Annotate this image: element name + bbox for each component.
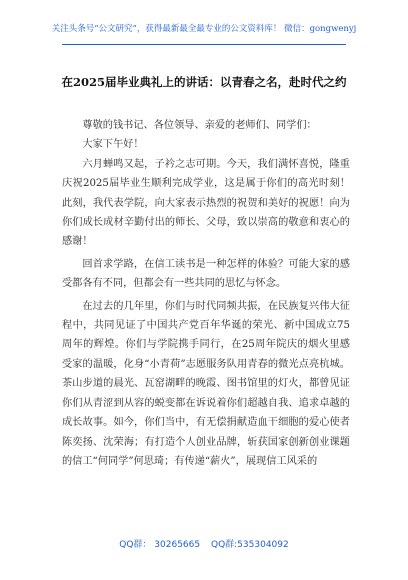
- body-paragraph: 回首求学路，在信工读书是一种怎样的体验？可能大家的感受都各有不同，但都会有一些共同的思忆与怀念。: [62, 258, 350, 290]
- header-divider: [62, 44, 346, 45]
- document-title: 在2025届毕业典礼上的讲话：以青春之名，赴时代之约: [61, 75, 347, 89]
- footer-qq-group-1: QQ群： 30265665: [119, 540, 201, 550]
- salutation-paragraph: 尊敬的钱书记、各位领导、亲爱的老师们、同学们：: [82, 120, 317, 131]
- header-banner: 关注头条号“公文研究”，获得最新最全最专业的公文资料库！ 微信：gongwenyj: [51, 24, 357, 34]
- greeting-paragraph: 大家下午好！: [82, 139, 144, 151]
- document-body: [62, 116, 350, 471]
- footer-qq-group-2: QQ群:535304092: [210, 540, 289, 550]
- body-paragraph: 六月蝉鸣又起，子衿之志可期。今天，我们满怀喜悦，隆重庆祝2025届毕业生顺利完成学业，这是属于你们的高光时刻！此刻，我代表学院，向大家表示热烈的祝贺和美好的祝愿！向为你们成长成材辛勤付出的师长、父母，致以崇高的敬意和衷心的感谢！: [62, 158, 350, 248]
- page-footer: [0, 537, 408, 550]
- body-paragraph: 在过去的几年里，你们与时代同频共振，在民族复兴伟大征程中，共同见证了中国共产党百年华诞的荣光、新中国成立75周年的辉煌。你们与学院携手同行，在25周年院庆的烟火里感受家的温暖，化身“小青荷”志愿服务队用青春的微光点亮杭城。茶山步道的晨光、瓦窑湖畔的晚霞、图书馆里的灯火，都曾见证你们从青涩到从容的蜕变都在诉说着你们超越自我、追求卓越的成长故事。如今，你们当中，有无偿捐献造血干细胞的爱心使者陈奕扬、沈荣海；有打造个人创业品牌，斩获国家创新创业课题的信工“何同学”何思琦；有传递“薪火”，展现信工风采的: [62, 300, 350, 467]
